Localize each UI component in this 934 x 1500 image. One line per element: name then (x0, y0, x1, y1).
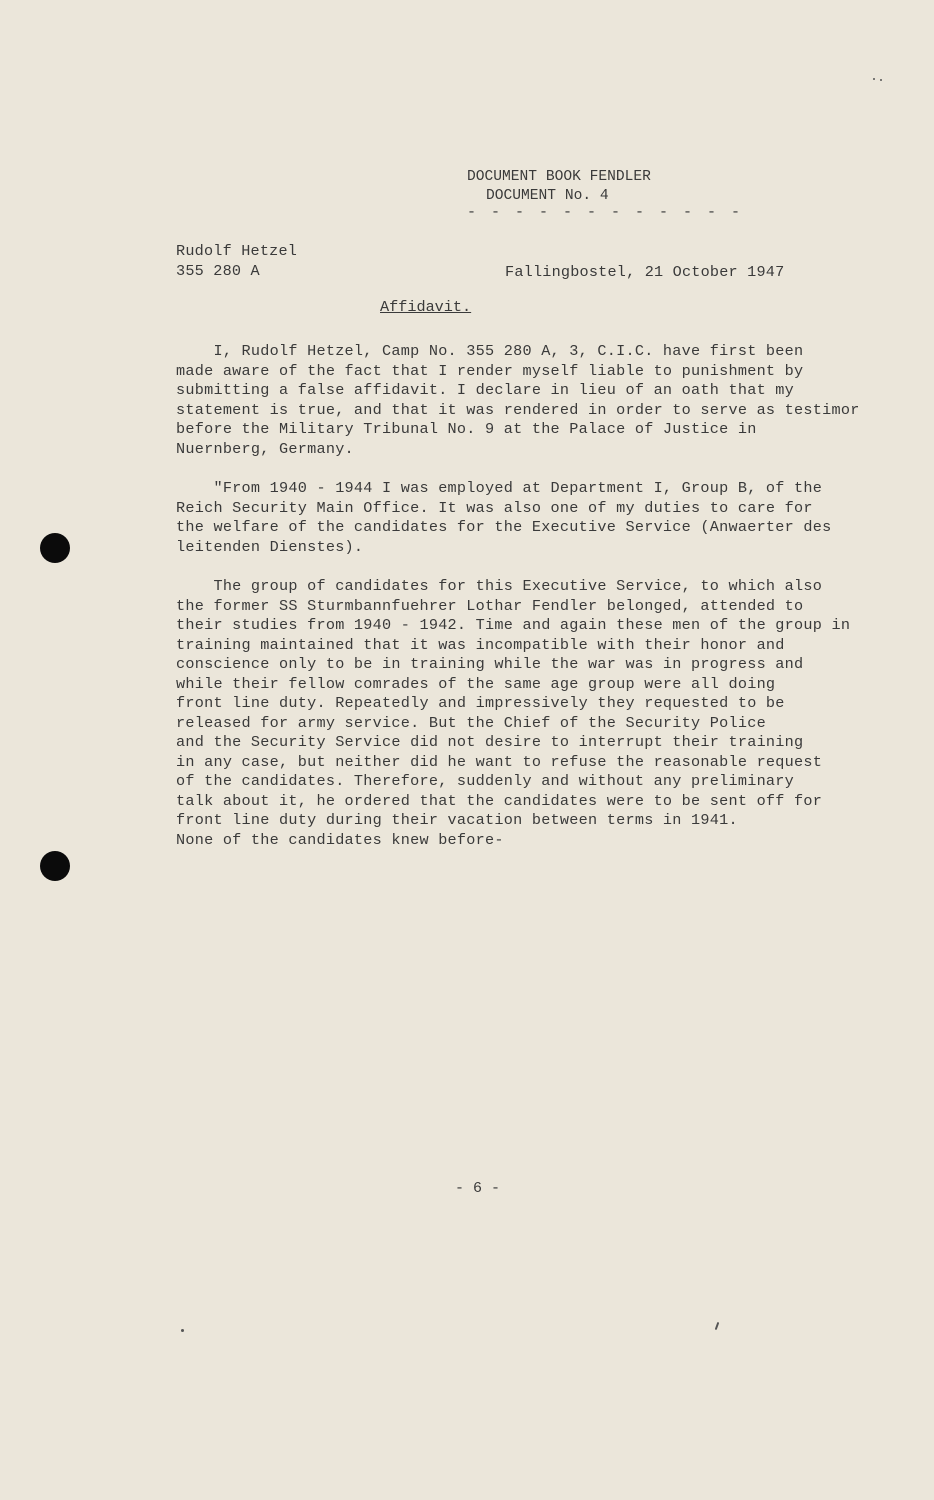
paragraph-line: Nuernberg, Germany. (176, 439, 354, 458)
paper-speck (181, 1329, 184, 1332)
paragraph-line: released for army service. But the Chief of the Security Police (176, 713, 766, 732)
paragraph-line: and the Security Service did not desire to interrupt their training (176, 733, 804, 751)
paragraph-line: I, Rudolf Hetzel, Camp No. 355 280 A, 3, C.I.C. have first been (176, 342, 804, 360)
header-dashed-rule: - - - - - - - - - - - - (467, 204, 744, 221)
paragraph-line: front line duty during their vacation between terms in 1941. (176, 811, 738, 829)
paper-speck (873, 78, 875, 80)
document-number-heading: DOCUMENT No. 4 (486, 188, 609, 204)
paragraph-line: statement is true, and that it was rendered in order to serve as testimor (176, 400, 860, 419)
page-number: - 6 - (455, 1180, 501, 1197)
punch-hole (40, 851, 70, 881)
paragraph-line: front line duty. Repeatedly and impressively they requested to be (176, 694, 785, 712)
paragraph-oath (176, 342, 860, 459)
paragraph-line: talk about it, he ordered that the candidates were to be sent off for (176, 791, 823, 810)
paragraph-line: The group of candidates for this Executive Service, to which also (176, 577, 823, 595)
paragraph-line: their studies from 1940 - 1942. Time and again these men of the group in (176, 616, 851, 634)
paragraph-line: the former SS Sturmbannfuehrer Lothar Fendler belonged, attended to (176, 596, 804, 615)
punch-hole (40, 533, 70, 563)
paper-speck (715, 1322, 720, 1330)
paragraph-line: the welfare of the candidates for the Executive Service (Anwaerter des (176, 518, 832, 536)
paragraph-candidates (176, 577, 850, 850)
sender-name: Rudolf Hetzel (176, 242, 298, 260)
paragraph-line: in any case, but neither did he want to refuse the reasonable request (176, 752, 823, 771)
paragraph-line: Reich Security Main Office. It was also one of my duties to care for (176, 498, 813, 517)
sender-number: 355 280 A (176, 262, 260, 280)
paragraph-employment (176, 479, 831, 557)
paper-speck (880, 79, 882, 81)
affidavit-title: Affidavit. (380, 298, 472, 316)
paragraph-line: training maintained that it was incompatible with their honor and (176, 635, 785, 654)
paragraph-line: leitenden Dienstes). (176, 537, 364, 556)
paragraph-line: conscience only to be in training while the war was in progress and (176, 655, 804, 673)
place-date: Fallingbostel, 21 October 1947 (505, 263, 785, 281)
paragraph-line: "From 1940 - 1944 I was employed at Department I, Group B, of the (176, 479, 823, 497)
paragraph-line: before the Military Tribunal No. 9 at the Palace of Justice in (176, 420, 757, 438)
paragraph-line: while their fellow comrades of the same age group were all doing (176, 674, 776, 693)
paragraph-line: submitting a false affidavit. I declare in lieu of an oath that my (176, 381, 795, 399)
paragraph-line: None of the candidates knew before- (176, 830, 504, 849)
document-book-heading: DOCUMENT BOOK FENDLER (467, 169, 651, 185)
paragraph-line: of the candidates. Therefore, suddenly and without any preliminary (176, 772, 795, 790)
paragraph-line: made aware of the fact that I render myself liable to punishment by (176, 361, 804, 380)
